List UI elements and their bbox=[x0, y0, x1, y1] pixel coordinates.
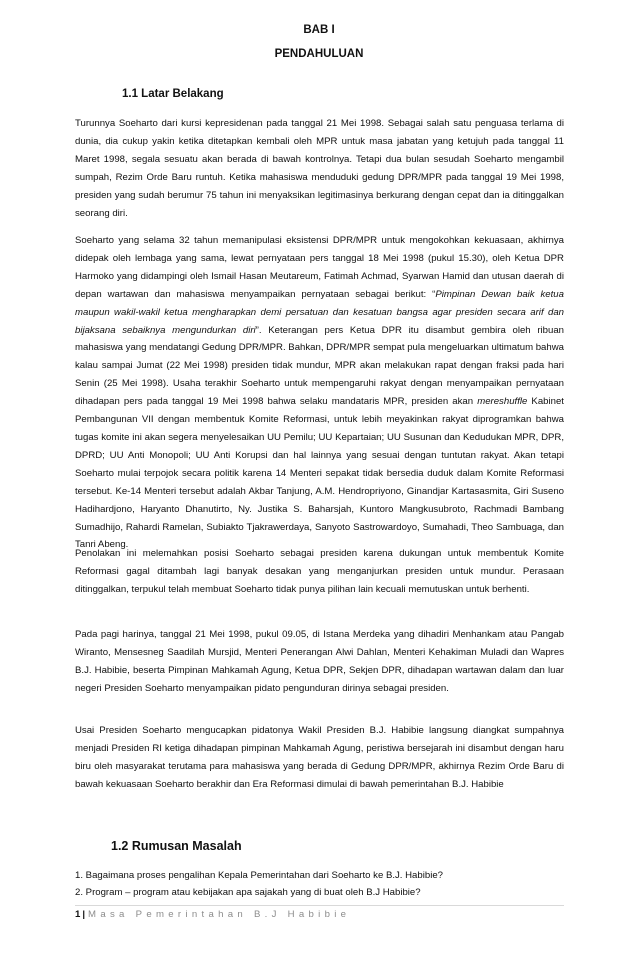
list-item: 2. Program – program atau kebijakan apa sajakah yang di buat oleh B.J Habibie? bbox=[75, 886, 421, 898]
problem-list bbox=[75, 868, 564, 901]
paragraph-2-italic-word: mereshuffle bbox=[477, 396, 528, 408]
chapter-number: BAB I bbox=[303, 24, 335, 36]
section-heading-latar-belakang: 1.1 Latar Belakang bbox=[122, 88, 224, 100]
footer-separator: | bbox=[82, 909, 86, 920]
page-number: 1 bbox=[75, 909, 81, 920]
paragraph-2-middle: ”. Keterangan pers Ketua DPR itu disambut gembira oleh ribuan mahasiswa yang mendatangi Gedung DPR/MPR. Bahkan, DPR/MPR sempat pula mengeluarkan ultimatum bahwa kalau sampai Jumat (22 Mei 1998) presiden tidak mundur, MPR akan melakukan rapat dengan fraksi pada hari Senin (25 Mei 1998). Usaha terakhir Soeharto untuk mempengaruhi rakyat dengan menyampaikan pernyataan dihadapan pers pada tanggal 19 Mei 1998 bahwa selaku mandataris MPR, presiden akan bbox=[75, 324, 564, 408]
section-heading-rumusan-masalah: 1.2 Rumusan Masalah bbox=[111, 839, 242, 853]
paragraph-2 bbox=[75, 232, 564, 554]
chapter-title: PENDAHULUAN bbox=[274, 48, 364, 60]
paragraph-5: Usai Presiden Soeharto mengucapkan pidatonya Wakil Presiden B.J. Habibie langsung diangkat sumpahnya menjadi Presiden RI ketiga dihadapan pimpinan Mahkamah Agung, peristiwa bersejarah ini disambut dengan haru biru oleh masyarakat terutama para mahasiswa yang berada di Gedung DPR/MPR, akhirnya Rezim Orde Baru di bawah kekuasaan Soeharto berakhir dan Era Reformasi dimulai di bawah pemerintahan B.J. Habibie bbox=[75, 725, 564, 790]
list-item: 1. Bagaimana proses pengalihan Kepala Pemerintahan dari Soeharto ke B.J. Habibie? bbox=[75, 870, 444, 881]
paragraph-1: Turunnya Soeharto dari kursi kepresidenan pada tanggal 21 Mei 1998. Sebagai salah satu penguasa terlama di dunia, dia cukup yakin ketika ditetapkan kembali oleh MPR untuk masa jabatan yang ketujuh pada tanggal 11 Maret 1998, segala sesuatu akan berada di bawah kontrolnya. Tetapi dua bulan sesudah Soeharto mengambil sumpah, Rezim Orde Baru runtuh. Ketika mahasiswa menduduki gedung DPR/MPR pada tanggal 19 Mei 1998, presiden yang sudah berumur 75 tahun ini menyaksikan legitimasinya berkurang dengan cepat dan ia ditinggalkan seorang diri. bbox=[75, 118, 564, 219]
footer-divider bbox=[75, 905, 564, 906]
paragraph-3: Penolakan ini melemahkan posisi Soeharto sebagai presiden karena dukungan untuk membentuk Komite Reformasi gagal ditambah lagi banyak desakan yang menganjurkan presiden untuk mundur. Perasaan ditinggalkan, terpukul telah membuat Soeharto tidak punya pilihan lain kecuali memutuskan untuk berhenti. bbox=[75, 548, 564, 595]
paragraph-4: Pada pagi harinya, tanggal 21 Mei 1998, pukul 09.05, di Istana Merdeka yang dihadiri Menhankam atau Pangab Wiranto, Mensesneg Saadilah Mursjid, Menteri Penerangan Alwi Dahlan, Menteri Kehakiman Muladi dan Wapres B.J. Habibie, beserta Pimpinan Mahkamah Agung, Ketua DPR, Sekjen DPR, dihadapan wartawan dalam dan luar negeri Presiden Soeharto menyampaikan pidato pengunduran dirinya sebagai presiden. bbox=[75, 629, 564, 694]
page-footer bbox=[75, 909, 350, 920]
footer-title: Masa Pemerintahan B.J Habibie bbox=[88, 909, 351, 920]
paragraph-2-quote: Pimpinan Dewan baik ketua maupun wakil-wakil ketua mengharapkan demi persatuan dan kesatuan bangsa agar presiden secara arif dan bijaksana sebaiknya mengundurkan diri bbox=[75, 288, 564, 336]
paragraph-2-intro: Soeharto yang selama 32 tahun memanipulasi eksistensi DPR/MPR untuk mengokohkan kekuasaan, akhirnya didepak oleh lembaga yang sama, lewat pernyataan pers tanggal 18 Mei 1998 (pukul 15.30), oleh Ketua DPR Harmoko yang didampingi oleh Ismail Hasan Meutareum, Fatimah Achmad, Syarwan Hamid dan utusan daerah di depan wartawan dan mahasiswa menyampaikan pernyataan sebagai berikut: “ bbox=[75, 235, 564, 300]
paragraph-2-rest: Kabinet Pembangunan VII dengan membentuk Komite Reformasi, untuk lebih meyakinkan rakyat diprogramkan bahwa tugas komite ini akan segera menyelesaikan UU Pemilu; UU Kepartaian; UU Susunan dan Kedudukan MPR, DPR, DPRD; UU Anti Monopoli; UU Anti Korupsi dan hal lainnya yang sesuai dengan tuntutan rakyat. Akan tetapi Soeharto mulai terpojok secara politik karena 14 Menteri sepakat tidak bersedia duduk dalam Komite Reformasi tersebut. Ke-14 Menteri tersebut adalah Akbar Tanjung, A.M. Hendropriyono, Ginandjar Kartasasmita, Giri Suseno Hadihardjono, Haryanto Dhanutirto, Ny. Justika S. Baharsjah, Kuntoro Mangkusubroto, Rachmadi Bambang Sumadhijo, Rahardi Ramelan, Subiakto Tjakrawerdaya, Sanyoto Sastrowardoyo, Sumahadi, Theo Sambuaga, dan Tanri Abeng. bbox=[75, 396, 564, 551]
